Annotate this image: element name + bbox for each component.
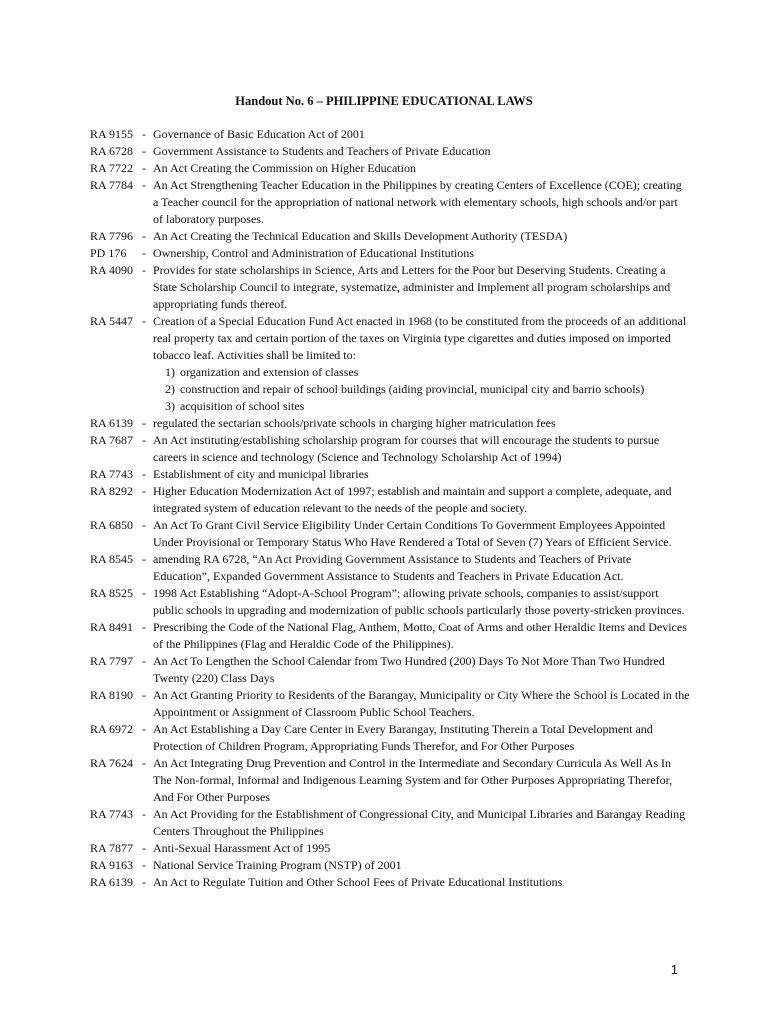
law-separator: - <box>142 229 146 243</box>
law-description: amending RA 6728, “An Act Providing Government Assistance to Students and Teachers of Private Education”, Expanded Government Assistance to Students and Teachers in Private Education Act. <box>153 552 632 583</box>
law-entry <box>90 177 690 228</box>
law-entry <box>90 160 690 177</box>
law-description: An Act Creating the Technical Education and Skills Development Authority (TESDA) <box>153 229 568 243</box>
law-description-block <box>153 653 690 687</box>
law-description: regulated the sectarian schools/private schools in charging higher matriculation fees <box>153 416 556 430</box>
law-description: An Act Granting Priority to Residents of the Barangay, Municipality or City Where the School is Located in the Appointment or Assignment of Classroom Public School Teachers. <box>153 688 690 719</box>
law-entry <box>90 551 690 585</box>
law-entry <box>90 228 690 245</box>
law-description-block <box>153 857 690 874</box>
law-description-block <box>153 126 690 143</box>
law-entry <box>90 262 690 313</box>
law-entry <box>90 432 690 466</box>
law-subitem <box>155 398 690 415</box>
law-code: RA 8190 <box>90 688 134 702</box>
law-separator: - <box>142 161 146 175</box>
law-separator: - <box>142 263 146 277</box>
law-description: Prescribing the Code of the National Flag, Anthem, Motto, Coat of Arms and other Heraldic Items and Devices of the Philippines (Flag and Heraldic Code of the Philippines). <box>153 620 687 651</box>
law-entry <box>90 806 690 840</box>
law-code: PD 176 <box>90 246 127 260</box>
law-code: RA 7743 <box>90 467 134 481</box>
law-description: An Act To Grant Civil Service Eligibility Under Certain Conditions To Government Employees Appointed Under Provisional or Temporary Status Who Have Rendered a Total of Seven (7) Years of Efficient Service. <box>153 518 672 549</box>
law-entry <box>90 466 690 483</box>
law-separator: - <box>142 807 146 821</box>
law-code: RA 6728 <box>90 144 134 158</box>
law-separator: - <box>142 518 146 532</box>
law-entry <box>90 687 690 721</box>
law-description-block <box>153 551 690 585</box>
law-description: Higher Education Modernization Act of 1997; establish and maintain and support a complete, adequate, and integrated system of education relevant to the needs of the people and society. <box>153 484 672 515</box>
law-code: RA 7877 <box>90 841 134 855</box>
law-separator: - <box>142 314 146 328</box>
law-entry <box>90 840 690 857</box>
law-description-block <box>153 721 690 755</box>
law-separator: - <box>142 586 146 600</box>
law-entry <box>90 143 690 160</box>
subitem-number: 1) <box>165 365 175 379</box>
law-description-block <box>153 245 690 262</box>
law-code: RA 7624 <box>90 756 134 770</box>
law-code: RA 8292 <box>90 484 134 498</box>
law-separator: - <box>142 654 146 668</box>
law-entry <box>90 245 690 262</box>
law-subitem <box>155 381 690 398</box>
law-separator: - <box>142 467 146 481</box>
law-code: RA 6972 <box>90 722 134 736</box>
law-entry <box>90 721 690 755</box>
law-description: Creation of a Special Education Fund Act enacted in 1968 (to be constituted from the proceeds of an additional real property tax and certain portion of the taxes on Virginia type cigarettes and duties imposed on imported tobacco leaf. Activities shall be limited to: <box>153 314 687 362</box>
law-separator: - <box>142 620 146 634</box>
law-description: An Act to Regulate Tuition and Other School Fees of Private Educational Institutions <box>153 875 563 889</box>
law-description-block <box>153 466 690 483</box>
law-code: RA 7797 <box>90 654 134 668</box>
law-description-block <box>153 432 690 466</box>
law-entry <box>90 313 690 415</box>
law-description: Government Assistance to Students and Teachers of Private Education <box>153 144 491 158</box>
law-description-block <box>153 585 690 619</box>
law-entry <box>90 619 690 653</box>
law-separator: - <box>142 858 146 872</box>
law-entry <box>90 483 690 517</box>
law-description-block <box>153 415 690 432</box>
page-title: Handout No. 6 – PHILIPPINE EDUCATIONAL LAWS <box>235 94 533 108</box>
law-description-block <box>153 143 690 160</box>
law-description-block <box>153 517 690 551</box>
law-description: An Act Providing for the Establishment of Congressional City, and Municipal Libraries and Barangay Reading Centers Throughout the Philippines <box>153 807 686 838</box>
law-description: An Act Strengthening Teacher Education in the Philippines by creating Centers of Excellence (COE); creating a Teacher council for the appropriation of national network with elementary schools, high schools and/or part of laboratory purposes. <box>153 178 682 226</box>
subitem-text: organization and extension of classes <box>180 365 359 379</box>
law-description-block <box>153 840 690 857</box>
law-separator: - <box>142 246 146 260</box>
law-entry <box>90 653 690 687</box>
law-description-block <box>153 806 690 840</box>
law-entry <box>90 585 690 619</box>
law-description: National Service Training Program (NSTP) of 2001 <box>153 858 402 872</box>
law-separator: - <box>142 552 146 566</box>
law-separator: - <box>142 722 146 736</box>
law-code: RA 7796 <box>90 229 134 243</box>
law-description: Establishment of city and municipal libraries <box>153 467 369 481</box>
law-subitem <box>155 364 690 381</box>
law-separator: - <box>142 756 146 770</box>
law-description-block <box>153 313 690 415</box>
law-code: RA 6139 <box>90 875 134 889</box>
law-description: An Act Creating the Commission on Higher Education <box>153 161 416 175</box>
law-description-block <box>153 755 690 806</box>
law-code: RA 7687 <box>90 433 134 447</box>
law-description: An Act instituting/establishing scholarship program for courses that will encourage the students to pursue careers in science and technology (Science and Technology Scholarship Act of 1994) <box>153 433 660 464</box>
law-entry <box>90 517 690 551</box>
law-code: RA 7784 <box>90 178 134 192</box>
law-description-block <box>153 228 690 245</box>
subitem-text: construction and repair of school buildings (aiding provincial, municipal city and barrio schools) <box>180 382 645 396</box>
law-separator: - <box>142 484 146 498</box>
law-description-block <box>153 687 690 721</box>
law-description-block <box>153 177 690 228</box>
law-subitems <box>153 364 690 415</box>
law-separator: - <box>142 875 146 889</box>
law-separator: - <box>142 178 146 192</box>
law-entry <box>90 755 690 806</box>
law-description: Provides for state scholarships in Science, Arts and Letters for the Poor but Deserving Students. Creating a State Scholarship Council to integrate, systematize, administer and Implement all program scholarships and appropriating funds thereof. <box>153 263 671 311</box>
law-separator: - <box>142 841 146 855</box>
law-code: RA 8545 <box>90 552 134 566</box>
law-description-block <box>153 619 690 653</box>
law-separator: - <box>142 433 146 447</box>
subitem-text: acquisition of school sites <box>180 399 305 413</box>
subitem-number: 2) <box>165 382 175 396</box>
law-code: RA 9163 <box>90 858 134 872</box>
law-code: RA 9155 <box>90 127 134 141</box>
law-separator: - <box>142 144 146 158</box>
law-code: RA 7743 <box>90 807 134 821</box>
law-separator: - <box>142 127 146 141</box>
law-description-block <box>153 483 690 517</box>
law-separator: - <box>142 416 146 430</box>
subitem-number: 3) <box>165 399 175 413</box>
law-code: RA 7722 <box>90 161 134 175</box>
law-entry <box>90 874 690 891</box>
law-description: Ownership, Control and Administration of Educational Institutions <box>153 246 474 260</box>
law-code: RA 4090 <box>90 263 134 277</box>
law-description: An Act Establishing a Day Care Center in Every Barangay, Instituting Therein a Total Development and Protection of Children Program, Appropriating Funds Therefor, and For Other Purposes <box>153 722 653 753</box>
law-description-block <box>153 160 690 177</box>
law-entry <box>90 857 690 874</box>
law-code: RA 6139 <box>90 416 134 430</box>
law-description-block <box>153 874 690 891</box>
law-description: An Act Integrating Drug Prevention and Control in the Intermediate and Secondary Curricula As Well As In The Non-formal, Informal and Indigenous Learning System and for Other Purposes Appropriating Therefor, And For Other Purposes <box>153 756 673 804</box>
law-entry <box>90 126 690 143</box>
law-description: Governance of Basic Education Act of 2001 <box>153 127 365 141</box>
law-code: RA 8525 <box>90 586 134 600</box>
law-description: Anti-Sexual Harassment Act of 1995 <box>153 841 331 855</box>
law-description-block <box>153 262 690 313</box>
law-code: RA 6850 <box>90 518 134 532</box>
law-code: RA 8491 <box>90 620 134 634</box>
law-description: An Act To Lengthen the School Calendar from Two Hundred (200) Days To Not More Than Two Hundred Twenty (220) Class Days <box>153 654 665 685</box>
law-code: RA 5447 <box>90 314 134 328</box>
law-entry <box>90 415 690 432</box>
page-number: 1 <box>670 962 678 977</box>
law-separator: - <box>142 688 146 702</box>
laws-list <box>90 126 690 891</box>
law-description: 1998 Act Establishing “Adopt-A-School Program”; allowing private schools, companies to assist/support public schools in upgrading and modernization of public schools particularly those poverty-stricken provinces. <box>153 586 685 617</box>
